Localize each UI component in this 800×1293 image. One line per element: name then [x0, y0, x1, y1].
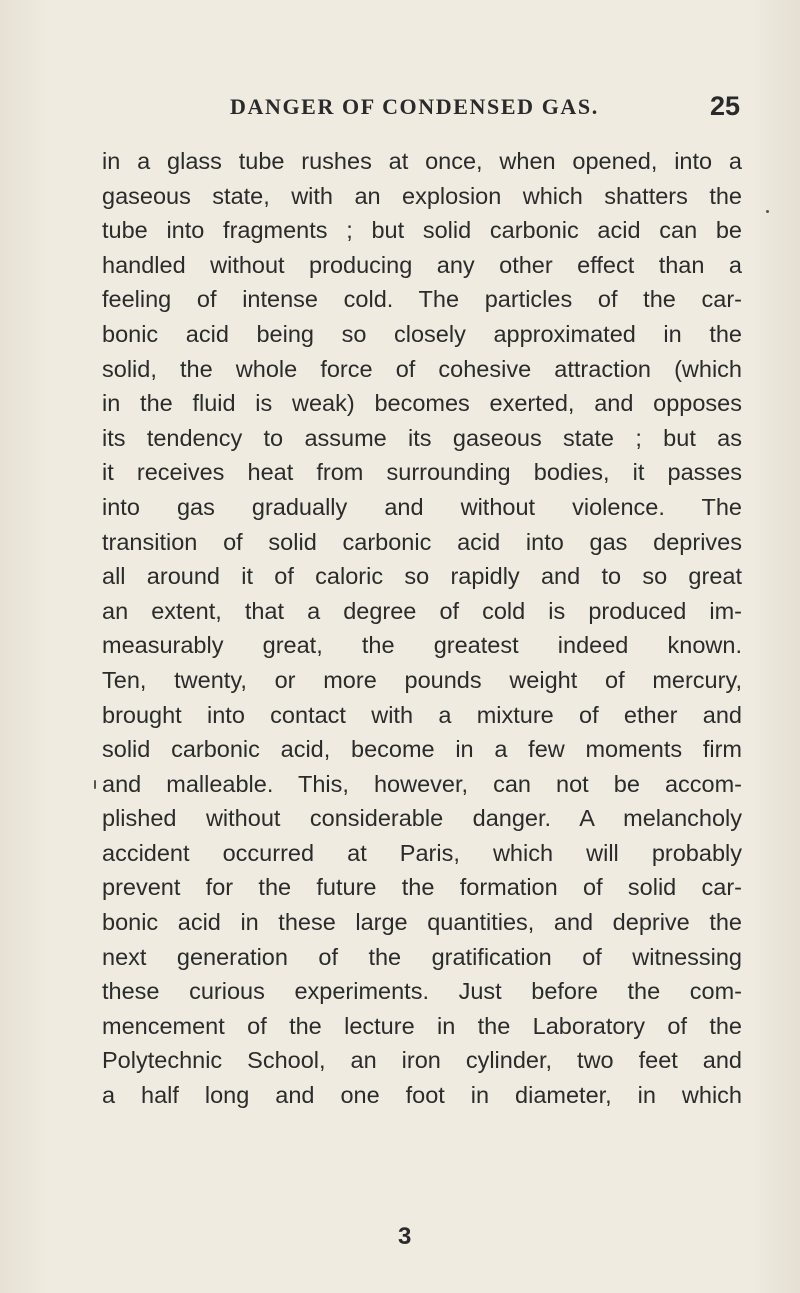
text-line: gaseous state, with an explosion which shatters the — [102, 182, 742, 209]
text-line: feeling of intense cold. The particles of the car- — [102, 286, 742, 313]
body-text — [102, 144, 742, 1113]
text-line: its tendency to assume its gaseous state ; but as — [102, 424, 742, 451]
text-line: next generation of the gratification of witnessing — [102, 943, 742, 970]
text-line: bonic acid in these large quantities, and deprive the — [102, 909, 742, 936]
text-line: mencement of the lecture in the Laboratory of the — [102, 1012, 742, 1039]
text-line: an extent, that a degree of cold is produced im- — [102, 597, 742, 624]
text-line: in the fluid is weak) becomes exerted, and opposes — [102, 390, 742, 417]
text-line: all around it of caloric so rapidly and to so great — [102, 563, 742, 590]
text-line: brought into contact with a mixture of ether and — [102, 701, 742, 728]
text-line: accident occurred at Paris, which will probably — [102, 839, 742, 866]
text-line: bonic acid being so closely approximated in the — [102, 320, 742, 347]
text-line: Polytechnic School, an iron cylinder, two feet and — [102, 1047, 742, 1074]
text-line: Ten, twenty, or more pounds weight of mercury, — [102, 666, 742, 693]
text-line: measurably great, the greatest indeed known. — [102, 632, 742, 659]
text-line: into gas gradually and without violence. The — [102, 493, 742, 520]
page-header — [100, 91, 740, 130]
text-line: tube into fragments ; but solid carbonic acid can be — [102, 217, 742, 244]
text-line: plished without considerable danger. A melancholy — [102, 805, 742, 832]
running-title: DANGER OF CONDENSED GAS. — [230, 94, 599, 119]
paper-speck — [94, 780, 96, 789]
text-line: in a glass tube rushes at once, when opened, into a — [102, 148, 742, 174]
text-line: it receives heat from surrounding bodies, it passes — [102, 459, 742, 486]
text-line: and malleable. This, however, can not be accom- — [102, 770, 742, 797]
text-line: these curious experiments. Just before the com- — [102, 978, 742, 1005]
text-line: handled without producing any other effect than a — [102, 251, 742, 278]
text-line: prevent for the future the formation of solid car- — [102, 874, 742, 901]
page-number: 25 — [709, 91, 740, 121]
text-line: transition of solid carbonic acid into gas deprives — [102, 528, 742, 555]
paper-speck — [766, 210, 769, 213]
text-line: solid, the whole force of cohesive attraction (which — [102, 355, 742, 382]
text-line: a half long and one foot in diameter, in which — [102, 1082, 742, 1109]
text-line: solid carbonic acid, become in a few moments firm — [102, 736, 742, 763]
signature-mark: 3 — [398, 1223, 412, 1250]
